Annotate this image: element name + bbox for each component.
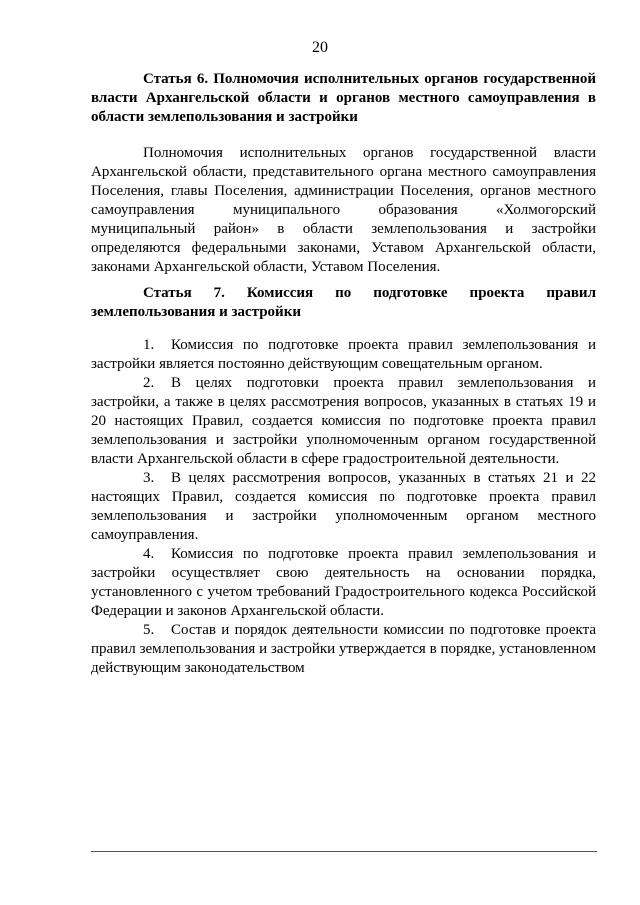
list-item-text: Состав и порядок деятельности комиссии по подготовке проекта правил землепользования и застройки утверждается в порядке, установленном действующим законодательством	[91, 622, 596, 676]
list-item	[91, 336, 596, 374]
article-7-heading	[91, 284, 596, 322]
list-item-number: 2.	[143, 375, 155, 391]
list-item-number: 1.	[143, 337, 155, 353]
article-6-paragraph: Полномочия исполнительных органов государственной власти Архангельской области, представительного органа местного самоуправления Поселения, главы Поселения, администрации Поселения, органов местного самоуправления муниципального образования «Холмогорский муниципальный район» в области землепользования и застройки определяются федеральными законами, Уставом Архангельской области, законами Архангельской области, Уставом Поселения.	[91, 145, 596, 275]
list-item	[91, 374, 596, 469]
article-6-heading	[91, 70, 596, 127]
list-item-text: В целях подготовки проекта правил землепользования и застройки, а также в целях рассмотрения вопросов, указанных в статьях 19 и 20 настоящих Правил, создается комиссия по подготовке проекта правил землепользования и застройки уполномоченным органом государственной власти Архангельской области в сфере градостроительной деятельности.	[91, 375, 596, 467]
article-7-heading-text: Статья 7. Комиссия по подготовке проекта правил землепользования и застройки	[91, 285, 596, 320]
list-item	[91, 621, 596, 678]
list-item	[91, 545, 596, 621]
list-item-text: В целях рассмотрения вопросов, указанных в статьях 21 и 22 настоящих Правил, создается комиссия по подготовке проекта правил землепользования и застройки уполномоченным органом местного самоуправления.	[91, 470, 596, 543]
article-7-list	[91, 336, 596, 678]
page-number: 20	[312, 39, 328, 56]
list-item	[91, 469, 596, 545]
list-item-number: 3.	[143, 470, 155, 486]
list-item-text: Комиссия по подготовке проекта правил землепользования и застройки является постоянно действующим совещательным органом.	[91, 337, 596, 372]
list-item-number: 5.	[143, 622, 155, 638]
list-item-text: Комиссия по подготовке проекта правил землепользования и застройки осуществляет свою деятельность на основании порядка, установленного с учетом требований Градостроительного кодекса Российской Федерации и законов Архангельской области.	[91, 546, 596, 619]
footer-divider	[91, 851, 597, 852]
article-6-body	[91, 144, 596, 277]
list-item-number: 4.	[143, 546, 155, 562]
article-6-heading-text: Статья 6. Полномочия исполнительных органов государственной власти Архангельской области и органов местного самоуправления в области землепользования и застройки	[91, 71, 596, 125]
